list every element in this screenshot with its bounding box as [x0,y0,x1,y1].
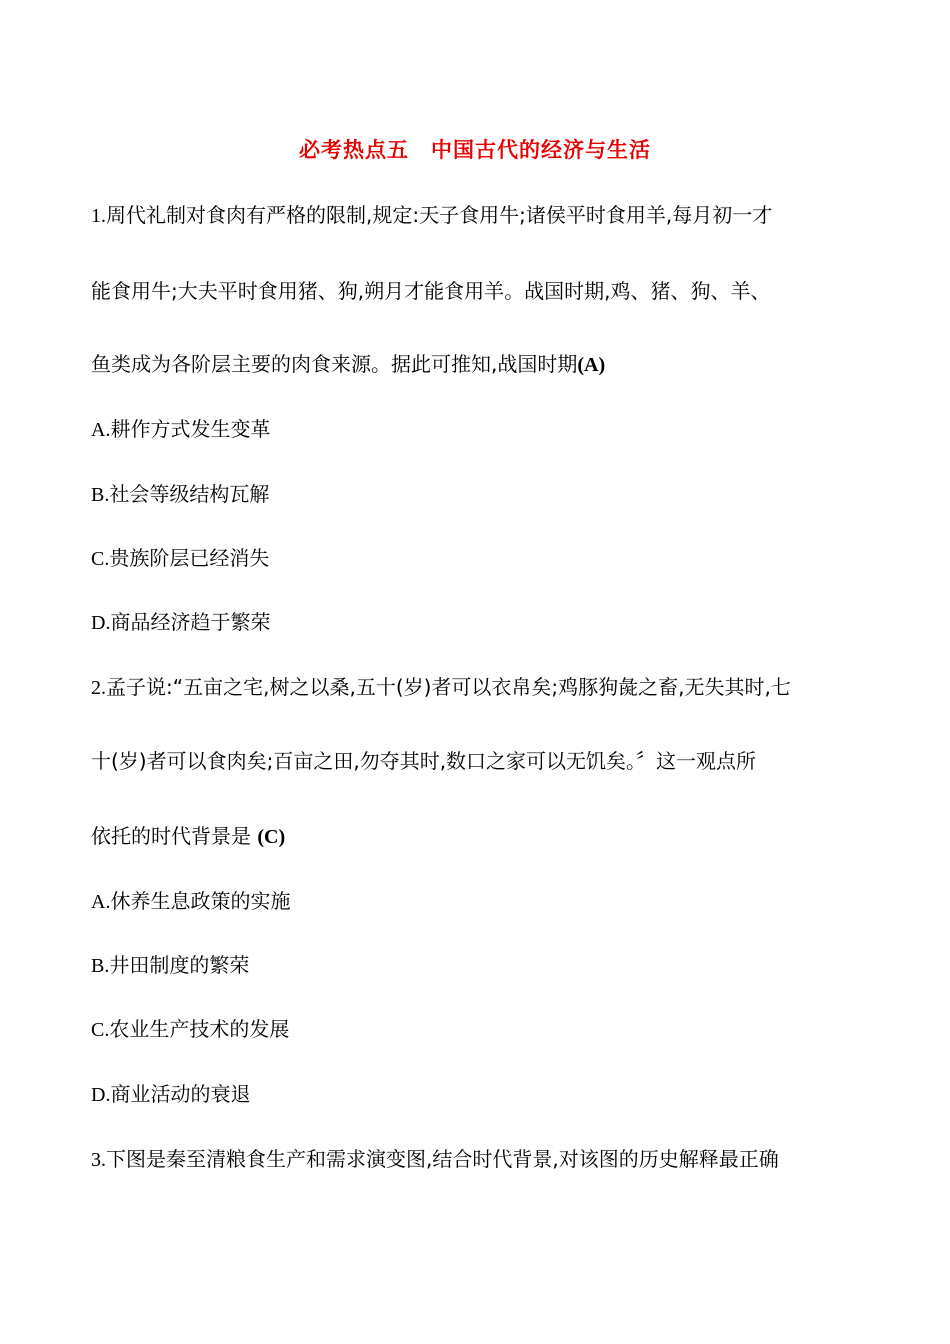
question-2-number: 2. [91,677,106,699]
question-2-option-a [91,887,290,916]
option-letter: A. [91,419,111,441]
option-text: 社会等级结构瓦解 [109,482,270,506]
question-1-option-a [91,415,270,444]
question-1-number: 1. [91,205,106,227]
question-1-line-3 [91,350,605,379]
question-1-text-2: 能食用牛;大夫平时食用猪、狗,朔月才能食用羊。战国时期,鸡、猪、狗、羊、 [91,279,771,303]
option-letter: B. [91,955,110,977]
question-2-text-2: 十(岁)者可以食肉矣;百亩之田,勿夺其时,数口之家可以无饥矣。〞这一观点所 [91,749,757,773]
option-text: 耕作方式发生变革 [110,417,271,441]
option-text: 井田制度的繁荣 [109,953,250,977]
option-text: 农业生产技术的发展 [109,1017,290,1041]
option-letter: B. [91,484,110,506]
question-1-line-2 [91,277,770,305]
question-2-line-1 [91,673,791,702]
question-1-line-1 [91,201,772,230]
question-2-answer: (C) [257,826,286,848]
option-text: 贵族阶层已经消失 [109,546,270,570]
question-2-option-c [91,1015,289,1044]
question-1-option-c [91,544,269,573]
question-3-number: 3. [91,1149,106,1171]
question-2-option-d [91,1080,250,1109]
question-3-line-1 [91,1145,779,1174]
question-2-line-3 [91,822,285,851]
question-3-text-1: 下图是秦至清粮食生产和需求演变图,结合时代背景,对该图的历史解释最正确 [106,1147,779,1171]
question-2-line-2 [91,747,756,775]
question-2-text-1: 孟子说:“五亩之宅,树之以桑,五十(岁)者可以衣帛矣;鸡豚狗彘之畜,无失其时,七 [106,675,791,699]
option-letter: C. [91,548,110,570]
page-title: 必考热点五 中国古代的经济与生活 [299,138,651,162]
question-1-text-3: 鱼类成为各阶层主要的肉食来源。据此可推知,战国时期 [91,352,578,376]
option-text: 休养生息政策的实施 [110,889,291,913]
question-2-option-b [91,951,249,980]
option-letter: C. [91,1019,110,1041]
option-text: 商业活动的衰退 [110,1082,251,1106]
question-1-answer: (A) [577,354,606,376]
question-2-text-3: 依托的时代背景是 [91,824,258,848]
question-1-option-b [91,480,269,509]
option-text: 商品经济趋于繁荣 [110,610,271,634]
option-letter: D. [91,1084,111,1106]
option-letter: D. [91,612,111,634]
question-1-option-d [91,608,270,637]
option-letter: A. [91,891,111,913]
question-1-text-1: 周代礼制对食肉有严格的限制,规定:天子食用牛;诸侯平时食用羊,每月初一才 [106,203,773,227]
